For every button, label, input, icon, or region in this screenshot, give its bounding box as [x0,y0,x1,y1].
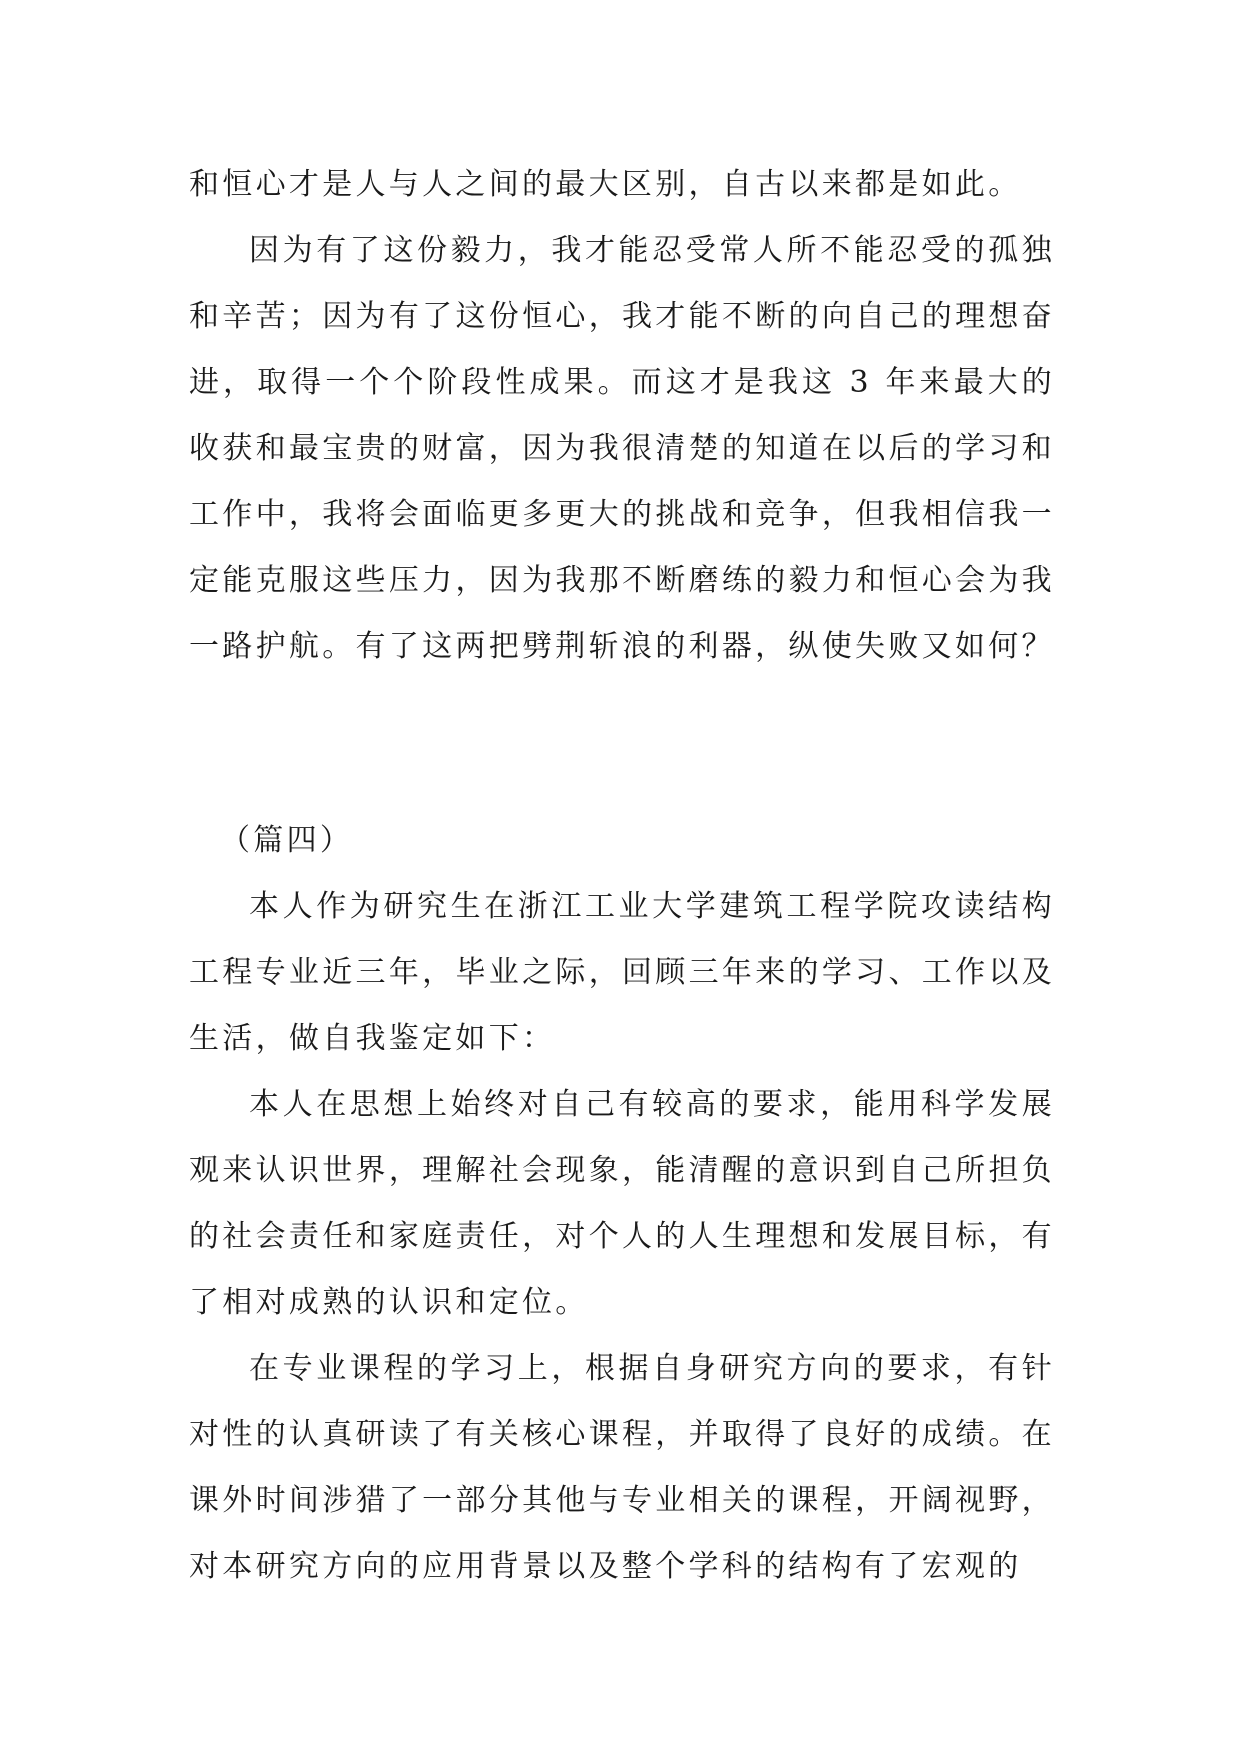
paragraph-ideology: 本人在思想上始终对自己有较高的要求，能用科学发展观来认识世界，理解社会现象，能清醒的意识到自己所担负的社会责任和家庭责任，对个人的人生理想和发展目标，有了相对成熟的认识和定位。 [189,1087,1055,1320]
paragraph-coursework: 在专业课程的学习上，根据自身研究方向的要求，有针对性的认真研读了有关核心课程，并取得了良好的成绩。在课外时间涉猎了一部分其他与专业相关的课程，开阔视野，对本研究方向的应用背景以及整个学科的结构有了宏观的 [189,1351,1055,1584]
section-text-block [189,874,1055,1600]
paragraph-continuation: 和恒心才是人与人之间的最大区别，自古以来都是如此。 [189,167,1022,202]
top-text-block [189,152,1055,680]
paragraph-intro: 本人作为研究生在浙江工业大学建筑工程学院攻读结构工程专业近三年，毕业之际，回顾三年来的学习、工作以及生活，做自我鉴定如下： [189,889,1055,1056]
paragraph-perseverance: 因为有了这份毅力，我才能忍受常人所不能忍受的孤独和辛苦；因为有了这份恒心，我才能不断的向自己的理想奋进，取得一个个阶段性成果。而这才是我这 3 年来最大的收获和最宝贵的财富，因为我很清楚的知道在以后的学习和工作中，我将会面临更多更大的挑战和竞争，但我相信我一定能克服这些压力，因为我那不断磨练的毅力和恒心会为我一路护航。有了这两把劈荆斩浪的利器，纵使失败又如何？ [189,233,1055,664]
section-heading: （篇四） [220,823,354,858]
